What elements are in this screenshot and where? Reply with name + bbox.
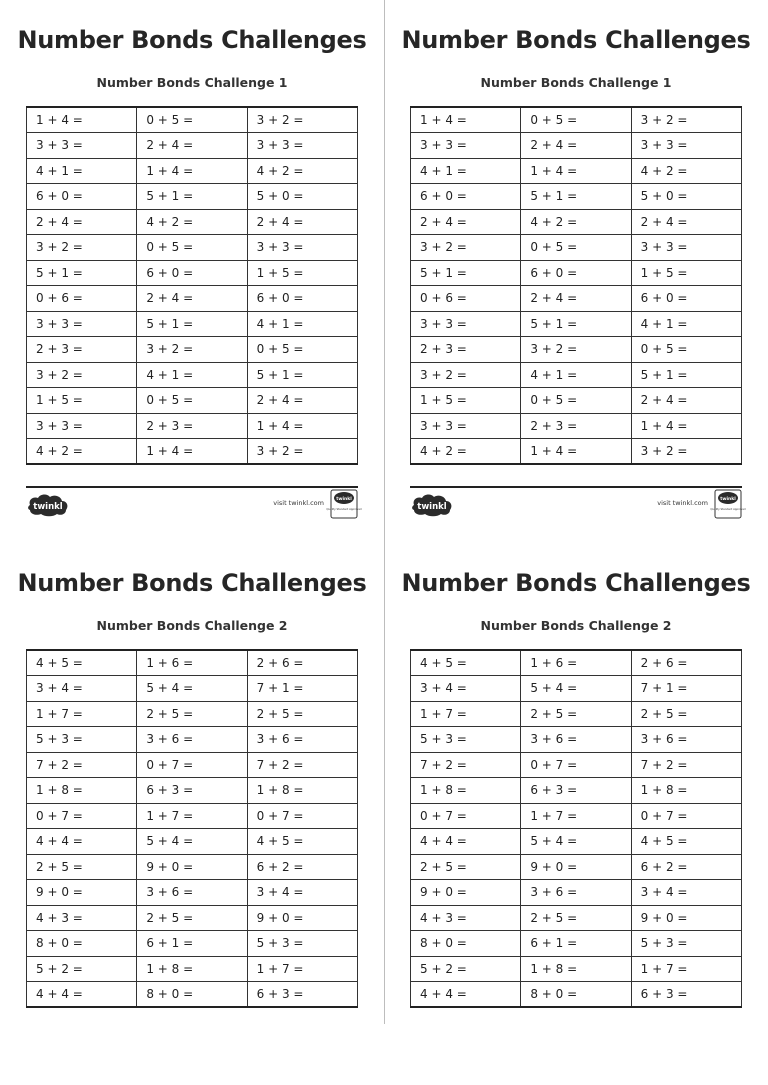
- table-row: [27, 337, 358, 363]
- sum-cell: 9 + 0 =: [521, 854, 631, 880]
- visit-link[interactable]: visit twinkl.com: [657, 499, 708, 507]
- table-row: [411, 829, 742, 855]
- sum-cell: 5 + 3 =: [411, 727, 521, 753]
- sum-cell: 2 + 6 =: [631, 650, 741, 676]
- sums-table: [26, 106, 358, 465]
- sum-cell: 7 + 2 =: [631, 752, 741, 778]
- table-row: [27, 778, 358, 804]
- table-row: [411, 209, 742, 235]
- sum-cell: 5 + 2 =: [27, 956, 137, 982]
- sum-cell: 0 + 7 =: [247, 803, 357, 829]
- sum-cell: 1 + 4 =: [247, 413, 357, 439]
- table-row: [411, 158, 742, 184]
- sum-cell: 1 + 4 =: [631, 413, 741, 439]
- table-row: [27, 701, 358, 727]
- sum-cell: 5 + 4 =: [137, 676, 247, 702]
- sum-cell: 6 + 0 =: [411, 184, 521, 210]
- sum-cell: 3 + 2 =: [27, 362, 137, 388]
- sum-cell: 2 + 5 =: [247, 701, 357, 727]
- sum-cell: 1 + 8 =: [521, 956, 631, 982]
- sum-cell: 6 + 0 =: [521, 260, 631, 286]
- sum-cell: 3 + 3 =: [411, 413, 521, 439]
- sum-cell: 6 + 3 =: [521, 778, 631, 804]
- sum-cell: 3 + 2 =: [27, 235, 137, 261]
- sum-cell: 1 + 8 =: [247, 778, 357, 804]
- sum-cell: 3 + 6 =: [521, 727, 631, 753]
- sum-cell: 9 + 0 =: [137, 854, 247, 880]
- sum-cell: 4 + 1 =: [521, 362, 631, 388]
- table-row: [411, 286, 742, 312]
- table-row: [411, 701, 742, 727]
- table-row: [27, 727, 358, 753]
- sum-cell: 6 + 0 =: [631, 286, 741, 312]
- sum-cell: 2 + 4 =: [631, 388, 741, 414]
- sum-cell: 6 + 3 =: [631, 982, 741, 1008]
- sum-cell: 2 + 4 =: [137, 286, 247, 312]
- sum-cell: 3 + 3 =: [27, 311, 137, 337]
- panel-subtitle: Number Bonds Challenge 1: [96, 75, 288, 90]
- table-row: [27, 209, 358, 235]
- sum-cell: 6 + 2 =: [631, 854, 741, 880]
- sum-cell: 5 + 1 =: [521, 311, 631, 337]
- panel-subtitle: Number Bonds Challenge 2: [96, 618, 288, 633]
- worksheet-panel: [384, 543, 768, 1085]
- sum-cell: 7 + 2 =: [27, 752, 137, 778]
- sum-cell: 6 + 2 =: [247, 854, 357, 880]
- sum-cell: 1 + 5 =: [631, 260, 741, 286]
- sum-cell: 8 + 0 =: [411, 931, 521, 957]
- sum-cell: 4 + 1 =: [411, 158, 521, 184]
- table-row: [411, 650, 742, 676]
- table-row: [411, 235, 742, 261]
- table-row: [27, 880, 358, 906]
- sum-cell: 1 + 4 =: [521, 439, 631, 465]
- sum-cell: 4 + 2 =: [411, 439, 521, 465]
- table-row: [411, 956, 742, 982]
- logo-text: twinkl: [33, 502, 63, 512]
- twinkl-logo: [410, 491, 454, 517]
- sum-cell: 2 + 4 =: [137, 133, 247, 159]
- sum-cell: 3 + 2 =: [631, 107, 741, 133]
- sum-cell: 3 + 2 =: [631, 439, 741, 465]
- table-row: [27, 650, 358, 676]
- sum-cell: 8 + 0 =: [521, 982, 631, 1008]
- sum-cell: 3 + 2 =: [137, 337, 247, 363]
- sum-cell: 2 + 4 =: [411, 209, 521, 235]
- table-row: [27, 286, 358, 312]
- sum-cell: 0 + 5 =: [631, 337, 741, 363]
- table-row: [27, 982, 358, 1008]
- sum-cell: 1 + 6 =: [521, 650, 631, 676]
- panel-title: Number Bonds Challenges: [401, 569, 751, 597]
- sum-cell: 5 + 3 =: [631, 931, 741, 957]
- sum-cell: 3 + 3 =: [27, 133, 137, 159]
- sum-cell: 5 + 3 =: [247, 931, 357, 957]
- sum-cell: 0 + 7 =: [521, 752, 631, 778]
- sum-cell: 5 + 1 =: [27, 260, 137, 286]
- sum-cell: 4 + 1 =: [137, 362, 247, 388]
- sum-cell: 6 + 3 =: [247, 982, 357, 1008]
- sum-cell: 2 + 4 =: [247, 209, 357, 235]
- sum-cell: 3 + 4 =: [411, 676, 521, 702]
- sum-cell: 4 + 2 =: [27, 439, 137, 465]
- sum-cell: 2 + 4 =: [27, 209, 137, 235]
- sum-cell: 4 + 3 =: [411, 905, 521, 931]
- sum-cell: 0 + 5 =: [521, 107, 631, 133]
- table-row: [27, 676, 358, 702]
- sum-cell: 8 + 0 =: [27, 931, 137, 957]
- sum-cell: 1 + 5 =: [247, 260, 357, 286]
- panel-subtitle: Number Bonds Challenge 1: [480, 75, 672, 90]
- table-row: [27, 260, 358, 286]
- table-row: [27, 413, 358, 439]
- sum-cell: 3 + 4 =: [27, 676, 137, 702]
- sum-cell: 3 + 2 =: [521, 337, 631, 363]
- sum-cell: 5 + 4 =: [137, 829, 247, 855]
- sum-cell: 7 + 2 =: [247, 752, 357, 778]
- sum-cell: 1 + 5 =: [27, 388, 137, 414]
- visit-link[interactable]: visit twinkl.com: [273, 499, 324, 507]
- sum-cell: 5 + 1 =: [137, 311, 247, 337]
- table-row: [411, 880, 742, 906]
- sum-cell: 1 + 7 =: [411, 701, 521, 727]
- logo-text: twinkl: [417, 502, 447, 512]
- sum-cell: 1 + 4 =: [137, 439, 247, 465]
- sum-cell: 1 + 8 =: [27, 778, 137, 804]
- sum-cell: 2 + 3 =: [137, 413, 247, 439]
- sum-cell: 0 + 6 =: [27, 286, 137, 312]
- sum-cell: 1 + 7 =: [247, 956, 357, 982]
- twinkl-logo: [26, 491, 70, 517]
- sum-cell: 2 + 4 =: [521, 133, 631, 159]
- sum-cell: 4 + 1 =: [27, 158, 137, 184]
- table-row: [27, 439, 358, 465]
- table-row: [27, 235, 358, 261]
- sum-cell: 0 + 5 =: [137, 388, 247, 414]
- table-row: [411, 676, 742, 702]
- quality-badge-icon: [326, 489, 362, 519]
- quality-badge-icon: [710, 489, 746, 519]
- sum-cell: 1 + 4 =: [137, 158, 247, 184]
- sum-cell: 3 + 3 =: [631, 235, 741, 261]
- panel-title: Number Bonds Challenges: [17, 26, 367, 54]
- sum-cell: 1 + 7 =: [521, 803, 631, 829]
- panel-title: Number Bonds Challenges: [401, 26, 751, 54]
- sum-cell: 2 + 3 =: [521, 413, 631, 439]
- sum-cell: 5 + 1 =: [631, 362, 741, 388]
- sum-cell: 4 + 4 =: [27, 829, 137, 855]
- table-row: [27, 854, 358, 880]
- sum-cell: 3 + 6 =: [137, 880, 247, 906]
- sum-cell: 4 + 5 =: [411, 650, 521, 676]
- sum-cell: 3 + 2 =: [411, 362, 521, 388]
- sum-cell: 0 + 5 =: [137, 107, 247, 133]
- sum-cell: 8 + 0 =: [137, 982, 247, 1008]
- table-row: [411, 311, 742, 337]
- sum-cell: 2 + 5 =: [631, 701, 741, 727]
- sum-cell: 3 + 4 =: [247, 880, 357, 906]
- sum-cell: 3 + 6 =: [247, 727, 357, 753]
- sum-cell: 3 + 6 =: [137, 727, 247, 753]
- table-row: [411, 388, 742, 414]
- sum-cell: 5 + 1 =: [247, 362, 357, 388]
- table-row: [411, 107, 742, 133]
- sum-cell: 3 + 2 =: [411, 235, 521, 261]
- sum-cell: 0 + 5 =: [521, 235, 631, 261]
- sum-cell: 4 + 5 =: [631, 829, 741, 855]
- sum-cell: 7 + 1 =: [631, 676, 741, 702]
- sum-cell: 2 + 5 =: [521, 905, 631, 931]
- table-row: [27, 184, 358, 210]
- table-row: [411, 931, 742, 957]
- table-row: [411, 982, 742, 1008]
- sum-cell: 3 + 3 =: [411, 133, 521, 159]
- worksheet-panel: [0, 0, 384, 542]
- table-row: [411, 439, 742, 465]
- sum-cell: 9 + 0 =: [631, 905, 741, 931]
- sum-cell: 4 + 5 =: [247, 829, 357, 855]
- badge-text: twinkl: [336, 497, 352, 502]
- sum-cell: 3 + 3 =: [631, 133, 741, 159]
- sum-cell: 2 + 5 =: [27, 854, 137, 880]
- sum-cell: 4 + 2 =: [521, 209, 631, 235]
- table-row: [411, 133, 742, 159]
- sum-cell: 4 + 3 =: [27, 905, 137, 931]
- table-row: [411, 778, 742, 804]
- sum-cell: 4 + 1 =: [247, 311, 357, 337]
- sum-cell: 3 + 3 =: [247, 133, 357, 159]
- table-row: [27, 362, 358, 388]
- sum-cell: 3 + 6 =: [521, 880, 631, 906]
- sum-cell: 1 + 7 =: [137, 803, 247, 829]
- footer-rule: [410, 486, 742, 488]
- sum-cell: 0 + 7 =: [27, 803, 137, 829]
- table-row: [411, 803, 742, 829]
- sum-cell: 5 + 1 =: [521, 184, 631, 210]
- worksheet-panel: [0, 543, 384, 1085]
- sum-cell: 0 + 7 =: [137, 752, 247, 778]
- table-row: [411, 260, 742, 286]
- footer-rule: [26, 486, 358, 488]
- table-row: [27, 158, 358, 184]
- sum-cell: 2 + 4 =: [247, 388, 357, 414]
- sum-cell: 2 + 5 =: [137, 701, 247, 727]
- sum-cell: 5 + 3 =: [27, 727, 137, 753]
- sum-cell: 5 + 0 =: [631, 184, 741, 210]
- sum-cell: 0 + 5 =: [137, 235, 247, 261]
- sum-cell: 2 + 3 =: [27, 337, 137, 363]
- sum-cell: 6 + 0 =: [137, 260, 247, 286]
- sum-cell: 3 + 3 =: [247, 235, 357, 261]
- sum-cell: 2 + 3 =: [411, 337, 521, 363]
- sum-cell: 5 + 1 =: [411, 260, 521, 286]
- sum-cell: 3 + 6 =: [631, 727, 741, 753]
- badge-text: twinkl: [720, 497, 736, 502]
- sum-cell: 0 + 7 =: [411, 803, 521, 829]
- sum-cell: 2 + 5 =: [137, 905, 247, 931]
- sum-cell: 1 + 7 =: [27, 701, 137, 727]
- sum-cell: 3 + 2 =: [247, 439, 357, 465]
- table-row: [411, 184, 742, 210]
- sum-cell: 2 + 4 =: [521, 286, 631, 312]
- table-row: [27, 133, 358, 159]
- table-row: [411, 362, 742, 388]
- sum-cell: 1 + 8 =: [411, 778, 521, 804]
- sum-cell: 4 + 5 =: [27, 650, 137, 676]
- table-row: [411, 905, 742, 931]
- sum-cell: 1 + 4 =: [27, 107, 137, 133]
- table-row: [27, 752, 358, 778]
- sum-cell: 2 + 6 =: [247, 650, 357, 676]
- sum-cell: 1 + 8 =: [631, 778, 741, 804]
- panel-subtitle: Number Bonds Challenge 2: [480, 618, 672, 633]
- sum-cell: 5 + 1 =: [137, 184, 247, 210]
- sum-cell: 6 + 1 =: [521, 931, 631, 957]
- sum-cell: 9 + 0 =: [247, 905, 357, 931]
- sum-cell: 0 + 5 =: [247, 337, 357, 363]
- table-row: [27, 803, 358, 829]
- sum-cell: 6 + 0 =: [247, 286, 357, 312]
- sum-cell: 3 + 4 =: [631, 880, 741, 906]
- sum-cell: 1 + 4 =: [521, 158, 631, 184]
- table-row: [27, 829, 358, 855]
- sum-cell: 0 + 5 =: [521, 388, 631, 414]
- sum-cell: 6 + 3 =: [137, 778, 247, 804]
- sum-cell: 2 + 5 =: [411, 854, 521, 880]
- badge-subtext: Quality Standard Approved: [710, 508, 746, 511]
- sum-cell: 6 + 1 =: [137, 931, 247, 957]
- sum-cell: 2 + 5 =: [521, 701, 631, 727]
- sum-cell: 2 + 4 =: [631, 209, 741, 235]
- table-row: [411, 337, 742, 363]
- sum-cell: 4 + 2 =: [137, 209, 247, 235]
- table-row: [27, 388, 358, 414]
- sum-cell: 6 + 0 =: [27, 184, 137, 210]
- sums-table: [26, 649, 358, 1008]
- sum-cell: 1 + 7 =: [631, 956, 741, 982]
- table-row: [411, 854, 742, 880]
- sum-cell: 5 + 2 =: [411, 956, 521, 982]
- table-row: [411, 727, 742, 753]
- sum-cell: 5 + 4 =: [521, 676, 631, 702]
- panel-title: Number Bonds Challenges: [17, 569, 367, 597]
- sum-cell: 4 + 4 =: [27, 982, 137, 1008]
- sum-cell: 1 + 4 =: [411, 107, 521, 133]
- sum-cell: 1 + 5 =: [411, 388, 521, 414]
- sum-cell: 3 + 3 =: [411, 311, 521, 337]
- sum-cell: 7 + 1 =: [247, 676, 357, 702]
- sum-cell: 9 + 0 =: [27, 880, 137, 906]
- table-row: [27, 107, 358, 133]
- sums-table: [410, 649, 742, 1008]
- sum-cell: 4 + 2 =: [247, 158, 357, 184]
- sum-cell: 4 + 2 =: [631, 158, 741, 184]
- badge-subtext: Quality Standard Approved: [326, 508, 362, 511]
- table-row: [411, 752, 742, 778]
- sum-cell: 9 + 0 =: [411, 880, 521, 906]
- sum-cell: 4 + 4 =: [411, 829, 521, 855]
- table-row: [27, 956, 358, 982]
- table-row: [27, 311, 358, 337]
- sum-cell: 3 + 2 =: [247, 107, 357, 133]
- sum-cell: 0 + 6 =: [411, 286, 521, 312]
- table-row: [411, 413, 742, 439]
- worksheet-panel: [384, 0, 768, 542]
- sum-cell: 7 + 2 =: [411, 752, 521, 778]
- sum-cell: 4 + 4 =: [411, 982, 521, 1008]
- sums-table: [410, 106, 742, 465]
- sum-cell: 1 + 8 =: [137, 956, 247, 982]
- table-row: [27, 905, 358, 931]
- sum-cell: 5 + 0 =: [247, 184, 357, 210]
- sum-cell: 3 + 3 =: [27, 413, 137, 439]
- sum-cell: 1 + 6 =: [137, 650, 247, 676]
- sum-cell: 4 + 1 =: [631, 311, 741, 337]
- sum-cell: 5 + 4 =: [521, 829, 631, 855]
- table-row: [27, 931, 358, 957]
- sum-cell: 0 + 7 =: [631, 803, 741, 829]
